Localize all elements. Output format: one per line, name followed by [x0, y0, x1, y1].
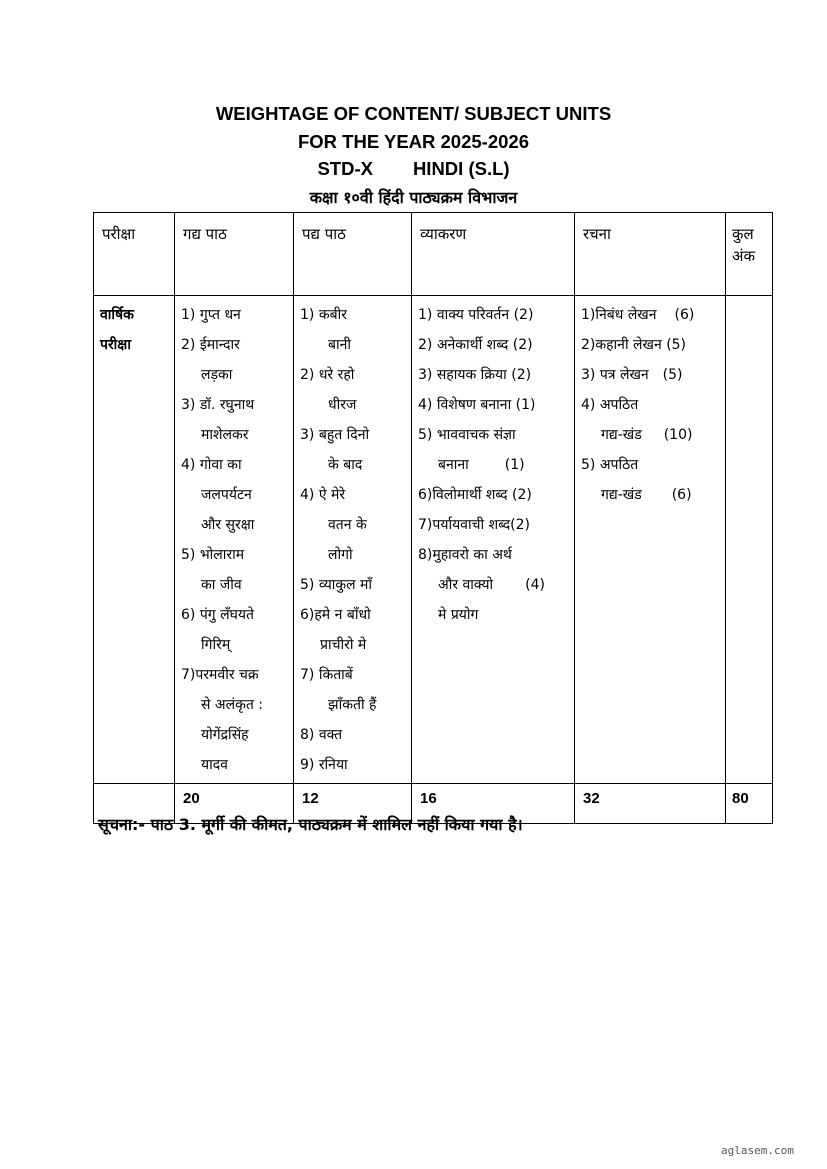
list-item	[581, 420, 721, 450]
list-item: लोगो	[328, 547, 353, 563]
subject-label: HINDI (S.L)	[412, 158, 510, 179]
list-item: 3) बहुत दिनो	[300, 427, 370, 443]
list-item: 7)पर्यायवाची शब्द(2)	[418, 517, 531, 533]
list-item-text: 3) पत्र लेखन	[581, 367, 649, 383]
list-item: 5) भोलाराम	[181, 547, 245, 563]
total-grammar: 16	[412, 784, 575, 824]
exam-cell	[94, 296, 175, 784]
list-item: 3) डॉ. रघुनाथ	[181, 397, 255, 413]
list-item: यादव	[201, 757, 228, 773]
total-poetry: 12	[294, 784, 412, 824]
list-item-text: बनाना	[438, 457, 469, 473]
total-overall: 80	[726, 784, 773, 824]
header-prose: गद्य पाठ	[175, 213, 294, 296]
list-item: झाँकती हैं	[328, 697, 377, 713]
list-item-marks: (6)	[671, 487, 692, 503]
list-item: 1) वाक्य परिवर्तन (2)	[418, 307, 534, 323]
list-item: 8)मुहावरो का अर्थ	[418, 547, 512, 563]
note-text: सूचना:- पाठ 3. मूर्गी की कीमत, पाठ्यक्रम में शामिल नहीं किया गया है।	[98, 815, 523, 834]
list-item: 2) धरे रहो	[300, 367, 355, 383]
list-item-marks: (5)	[662, 367, 683, 383]
list-item: माशेलकर	[201, 427, 249, 443]
list-item: 1) गुप्त धन	[181, 307, 241, 323]
list-item: 5) अपठित	[581, 457, 639, 473]
total-prose: 20	[175, 784, 294, 824]
list-item: प्राचीरो मे	[320, 637, 367, 653]
content-row	[94, 296, 773, 784]
header-grammar: व्याकरण	[412, 213, 575, 296]
list-item	[581, 360, 721, 390]
header-total: कुल अंक	[726, 213, 773, 296]
list-item-text: 1)निबंध लेखन	[581, 307, 657, 323]
list-item: गिरिम्	[201, 637, 231, 653]
list-item: 3) सहायक क्रिया (2)	[418, 367, 532, 383]
list-item-text: और वाक्यो	[438, 577, 494, 593]
list-item: 2) अनेकार्थी शब्द (2)	[418, 337, 533, 353]
watermark: aglasem.com	[721, 1144, 794, 1157]
list-item-marks: (4)	[525, 577, 545, 593]
list-item: के बाद	[328, 457, 363, 473]
title-line-1: WEIGHTAGE OF CONTENT/ SUBJECT UNITS	[215, 103, 612, 124]
list-item: 4) गोवा का	[181, 457, 242, 473]
list-item: से अलंकृत :	[201, 697, 264, 713]
total-composition: 32	[575, 784, 726, 824]
list-item: 7) किताबें	[300, 667, 353, 683]
prose-list	[175, 296, 294, 784]
total-cell-empty	[726, 296, 773, 784]
list-item-text: गद्य-खंड	[601, 487, 642, 503]
header-composition: रचना	[575, 213, 726, 296]
exam-label-line: परीक्षा	[100, 337, 131, 353]
list-item	[581, 480, 721, 510]
syllabus-table	[93, 212, 773, 824]
list-item	[418, 570, 570, 600]
composition-list	[575, 296, 726, 784]
list-item: 9) रनिया	[300, 757, 348, 773]
list-item-marks: (10)	[663, 427, 693, 443]
list-item: मे प्रयोग	[438, 607, 479, 623]
exam-label-line: वार्षिक	[100, 307, 134, 323]
list-item: 4) विशेषण बनाना (1)	[418, 397, 536, 413]
list-item	[581, 300, 721, 330]
list-item: लड़का	[201, 367, 233, 383]
list-item: 6) पंगु लँघयते	[181, 607, 254, 623]
list-item: 8) वक्त	[300, 727, 343, 743]
poetry-list	[294, 296, 412, 784]
header-row	[94, 213, 773, 296]
list-item-marks: (1)	[504, 457, 525, 473]
list-item: 4) ऐ मेरे	[300, 487, 346, 503]
list-item: 5) व्याकुल माँ	[300, 577, 373, 593]
hindi-title: कक्षा १०वी हिंदी पाठ्यक्रम विभाजन	[309, 188, 518, 207]
list-item: धीरज	[328, 397, 357, 413]
std-label: STD-X	[317, 158, 373, 179]
list-item: वतन के	[328, 517, 367, 533]
list-item: 2) ईमान्दार	[181, 337, 240, 353]
list-item: 7)परमवीर चक्र	[181, 667, 259, 683]
list-item: जलपर्यटन	[201, 487, 252, 503]
list-item: और सुरक्षा	[201, 517, 255, 533]
list-item: 1) कबीर	[300, 307, 347, 323]
title-line-3	[0, 158, 827, 180]
list-item: 4) अपठित	[581, 397, 639, 413]
list-item: 5) भाववाचक संज्ञा	[418, 427, 516, 443]
list-item: का जीव	[201, 577, 242, 593]
title-line-2: FOR THE YEAR 2025-2026	[297, 131, 529, 152]
list-item: 6)हमे न बाँधो	[300, 607, 371, 623]
list-item: 6)विलोमार्थी शब्द (2)	[418, 487, 532, 503]
list-item: बानी	[328, 337, 352, 353]
list-item-marks: (6)	[674, 307, 695, 323]
list-item	[418, 450, 570, 480]
list-item: 2)कहानी लेखन (5)	[581, 337, 687, 353]
list-item: योगेंद्रसिंह	[201, 727, 249, 743]
list-item-text: गद्य-खंड	[601, 427, 642, 443]
header-exam: परीक्षा	[94, 213, 175, 296]
header-poetry: पद्य पाठ	[294, 213, 412, 296]
grammar-list	[412, 296, 575, 784]
